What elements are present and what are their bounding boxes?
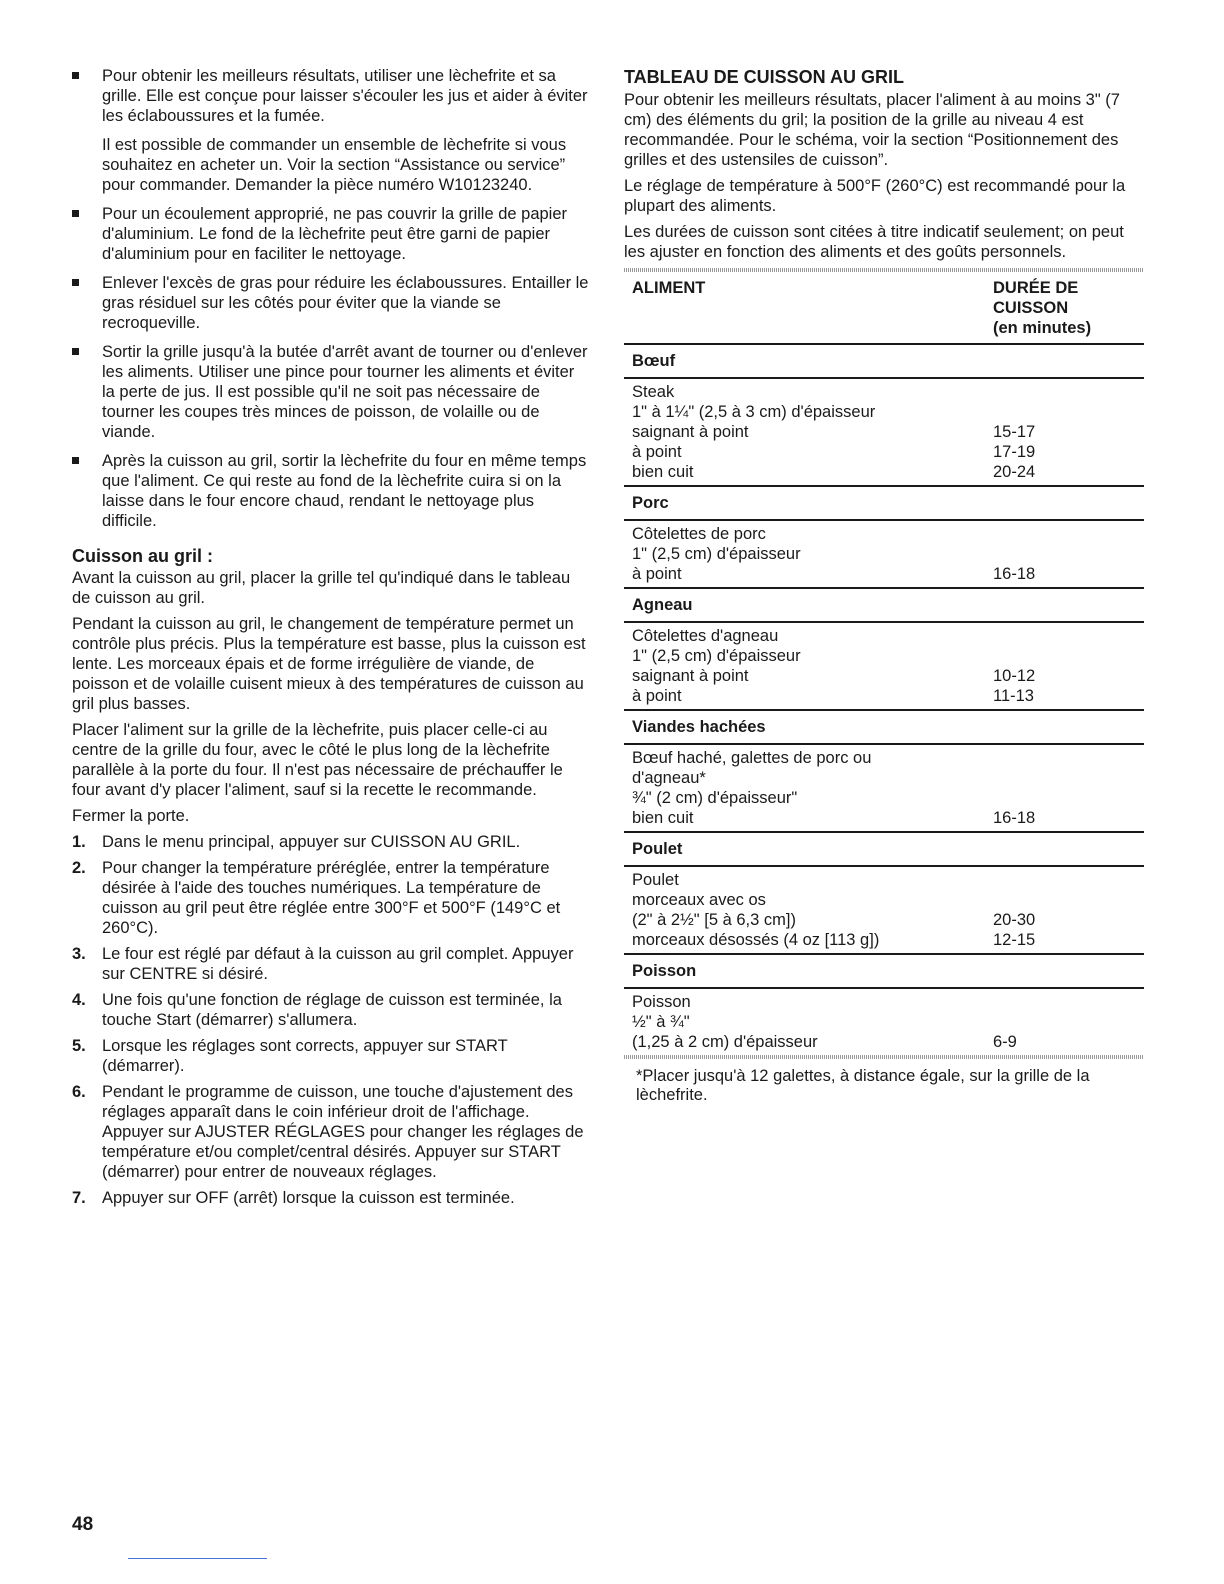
paragraph: Avant la cuisson au gril, placer la grille tel qu'indiqué dans le tableau de cuisson au gril. [72,569,571,607]
food-line: ½" à ¾" [632,1013,690,1031]
time-value [993,748,1144,768]
food-line: (1,25 à 2 cm) d'épaisseur [632,1033,818,1051]
category-label: Porc [624,486,1144,520]
table-header-row [624,272,1144,344]
food-line: à point [632,687,682,705]
paragraph: Les durées de cuisson sont citées à titre indicatif seulement; on peut les ajuster en fonction des aliments et des goûts personnels. [624,223,1124,261]
food-line: 1" (2,5 cm) d'épaisseur [632,647,801,665]
time-value [993,524,1144,544]
paragraph: Pour obtenir les meilleurs résultats, placer l'aliment à au moins 3" (7 cm) des éléments du gril; la position de la grille au niveau 4 est recommandée. Pour le schéma, voir la section “Positionnement des grilles et des ustensiles de cuisson”. [624,91,1120,169]
food-cell [624,378,985,486]
time-cell [985,744,1144,832]
step-number: 5. [72,1037,86,1055]
step-number: 4. [72,991,86,1009]
table-row [624,866,1144,954]
food-line: Bœuf haché, galettes de porc ou [632,749,872,767]
table-row [624,378,1144,486]
time-value [993,402,1144,422]
step-text: Appuyer sur OFF (arrêt) lorsque la cuisson est terminée. [102,1189,515,1207]
table-category-row [624,954,1144,988]
table-row [624,622,1144,710]
step-item [72,1188,590,1208]
time-cell [985,378,1144,486]
food-line: saignant à point [632,423,749,441]
step-item [72,858,590,938]
step-item [72,990,590,1030]
time-value [993,870,1144,890]
time-value: 17-19 [993,443,1036,461]
time-value: 16-18 [993,565,1036,583]
time-value: 16-18 [993,809,1036,827]
step-number: 2. [72,859,86,877]
time-value: 20-24 [993,463,1036,481]
time-value: 11-13 [993,687,1034,705]
food-cell [624,988,985,1055]
category-label: Agneau [624,588,1144,622]
col-header-aliment: ALIMENT [632,279,706,297]
table-category-row [624,344,1144,378]
food-line: ¾" (2 cm) d'épaisseur" [632,789,798,807]
time-value [993,992,1144,1012]
table-category-row [624,832,1144,866]
food-line: morceaux avec os [632,891,766,909]
time-value: 10-12 [993,667,1036,685]
food-line: à point [632,565,682,583]
left-column [72,66,590,1214]
bullet-item: Après la cuisson au gril, sortir la lèchefrite du four en même temps que l'aliment. Ce qui reste au fond de la lèchefrite cuira si on la laisse dans le four encore chaud, rendant le nettoyage plus difficile. [72,451,590,531]
col-header-line: (en minutes) [993,319,1092,337]
footnote: *Placer jusqu'à 12 galettes, à distance égale, sur la grille de la lèchefrite. [636,1067,1090,1104]
food-line: Poisson [632,993,691,1011]
time-value [993,890,1144,910]
time-cell [985,988,1144,1055]
step-text: Une fois qu'une fonction de réglage de cuisson est terminée, la touche Start (démarrer) s'allumera. [102,991,562,1029]
dotted-rule [624,1055,1144,1059]
right-column [624,66,1144,1105]
food-line: Steak [632,383,675,401]
food-line: Poulet [632,871,679,889]
paragraph: Placer l'aliment sur la grille de la lèchefrite, puis placer celle-ci au centre de la grille du four, avec le côté le plus long de la lèchefrite parallèle à la porte du four. Il n'est pas nécessaire de préchauffer le four avant d'y placer l'aliment, sauf si la recette le recommande. [72,721,563,799]
category-label: Poisson [624,954,1144,988]
table-category-row [624,588,1144,622]
bullet-item: Pour obtenir les meilleurs résultats, utiliser une lèchefrite et sa grille. Elle est conçue pour laisser s'écouler les jus et aider à éviter les éclaboussures et la fumée. [72,66,590,126]
food-line: Côtelettes d'agneau [632,627,779,645]
food-line: (2" à 2½" [5 à 6,3 cm]) [632,911,796,929]
paragraph: Fermer la porte. [72,807,190,825]
food-line: à point [632,443,682,461]
paragraph: Le réglage de température à 500°F (260°C) est recommandé pour la plupart des aliments. [624,177,1126,215]
page-number: 48 [72,1514,94,1535]
step-item [72,944,590,984]
table-row [624,520,1144,588]
time-cell [985,866,1144,954]
food-line: bien cuit [632,463,694,481]
step-number: 1. [72,833,86,851]
time-value [993,544,1144,564]
table-row [624,744,1144,832]
step-item [72,1036,590,1076]
table-row [624,988,1144,1055]
time-value [993,768,1144,788]
steps-list [72,832,590,1208]
bullet-note: Il est possible de commander un ensemble de lèchefrite si vous souhaitez en acheter un. Voir la section “Assistance ou service” pour commander. Demander la pièce numéro W10123240. [102,136,567,194]
step-item [72,832,590,852]
col-header-duree [985,272,1144,344]
col-header-line: CUISSON [993,299,1069,317]
time-value [993,646,1144,666]
time-value [993,626,1144,646]
food-line: saignant à point [632,667,749,685]
food-cell [624,622,985,710]
table-title: TABLEAU DE CUISSON AU GRIL [624,67,905,87]
time-value: 6-9 [993,1033,1017,1051]
col-header-line: DURÉE DE [993,279,1079,297]
food-line: 1" (2,5 cm) d'épaisseur [632,545,801,563]
paragraph: Pendant la cuisson au gril, le changement de température permet un contrôle plus précis. Plus la température est basse, plus la cuisson est lente. Les morceaux épais et de forme irrégulière de viande, de poisson et de volaille cuisent mieux à des températures de cuisson au gril plus basses. [72,615,586,713]
category-label: Poulet [624,832,1144,866]
category-label: Bœuf [624,344,1144,378]
food-cell [624,520,985,588]
food-line: Côtelettes de porc [632,525,766,543]
bullet-item: Enlever l'excès de gras pour réduire les éclaboussures. Entailler le gras résiduel sur les côtés pour éviter que la viande se recroqueville. [72,273,590,333]
bullet-item: Sortir la grille jusqu'à la butée d'arrêt avant de tourner ou d'enlever les aliments. Utiliser une pince pour tourner les aliments et éviter la perte de jus. Il est possible qu'il ne soit pas nécessaire de tourner les coupes très minces de poisson, de volaille ou de viande. [72,342,590,442]
step-text: Pour changer la température préréglée, entrer la température désirée à l'aide des touches numériques. La température de cuisson au gril peut être réglée entre 300°F et 500°F (149°C et 260°C). [102,859,561,937]
step-text: Pendant le programme de cuisson, une touche d'ajustement des réglages apparaît dans le coin inférieur droit de l'affichage. Appuyer sur AJUSTER RÉGLAGES pour changer les réglages de température et/ou complet/central désirés. Appuyer sur START (démarrer) pour entrer de nouveaux réglages. [102,1083,584,1181]
step-item [72,1082,590,1182]
time-cell [985,520,1144,588]
step-number: 3. [72,945,86,963]
table-category-row [624,710,1144,744]
food-line: 1" à 1¼" (2,5 à 3 cm) d'épaisseur [632,403,876,421]
food-line: bien cuit [632,809,694,827]
time-cell [985,622,1144,710]
food-line: d'agneau* [632,769,706,787]
time-value: 20-30 [993,911,1036,929]
time-value [993,788,1144,808]
step-text: Le four est réglé par défaut à la cuisson au gril complet. Appuyer sur CENTRE si désiré. [102,945,574,983]
time-value: 15-17 [993,423,1036,441]
time-value [993,1012,1144,1032]
time-value: 12-15 [993,931,1036,949]
food-line: morceaux désossés (4 oz [113 g]) [632,931,880,949]
grill-table [624,272,1144,1055]
table-category-row [624,486,1144,520]
time-value [993,382,1144,402]
step-number: 6. [72,1083,86,1101]
step-text: Dans le menu principal, appuyer sur CUISSON AU GRIL. [102,833,521,851]
step-number: 7. [72,1189,86,1207]
category-label: Viandes hachées [624,710,1144,744]
section-heading: Cuisson au gril : [72,546,214,566]
bullet-item: Pour un écoulement approprié, ne pas couvrir la grille de papier d'aluminium. Le fond de la lèchefrite peut être garni de papier d'aluminium pour en faciliter le nettoyage. [72,204,590,264]
food-cell [624,866,985,954]
food-cell [624,744,985,832]
step-text: Lorsque les réglages sont corrects, appuyer sur START (démarrer). [102,1037,508,1075]
decorative-line [128,1558,267,1559]
